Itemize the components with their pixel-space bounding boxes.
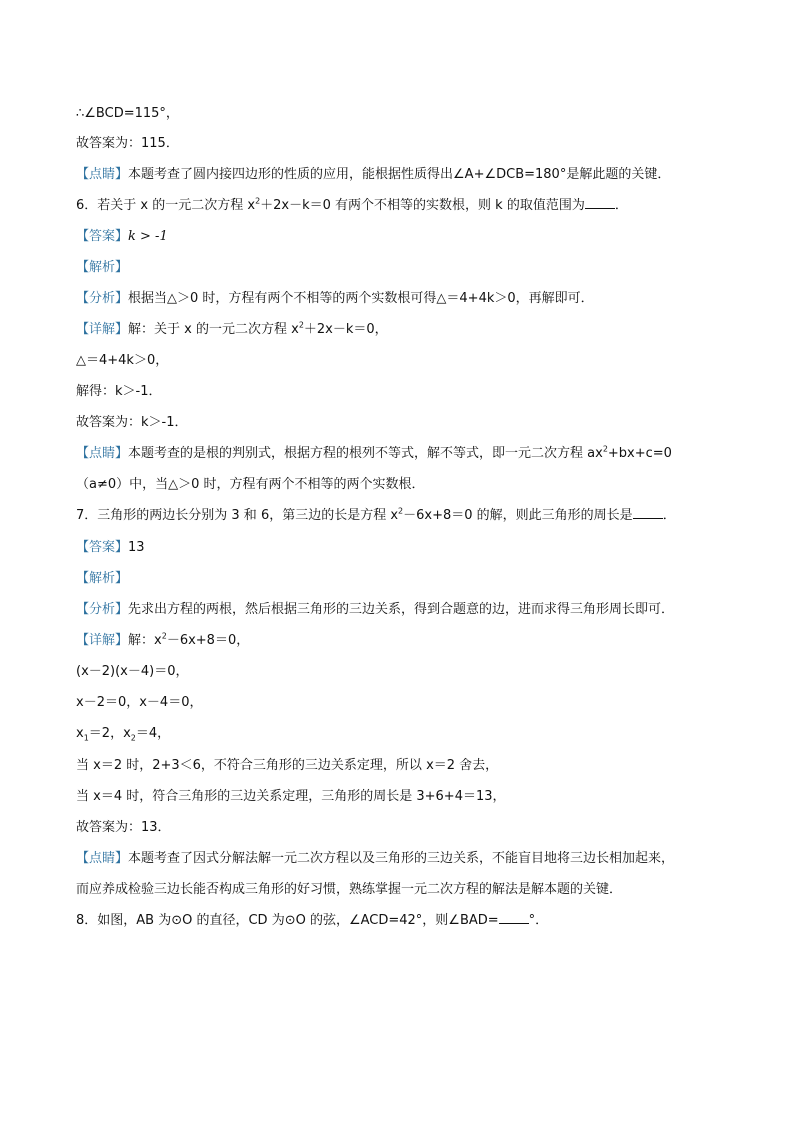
answer-tag: 【答案】 bbox=[76, 229, 129, 244]
superscript: 2 bbox=[255, 196, 261, 206]
comment-text: 本题考查了因式分解法解一元二次方程以及三角形的三边关系，不能盲目地将三边长相加起来， bbox=[128, 851, 675, 866]
comment-tag: 【点睛】 bbox=[76, 851, 129, 866]
line-text: x－2＝0，x－4＝0， bbox=[76, 695, 203, 710]
analysis-header bbox=[76, 569, 736, 589]
detail-text: 解：关于 x 的一元二次方程 x bbox=[128, 322, 299, 337]
line-text: (x－2)(x－4)＝0， bbox=[76, 664, 189, 679]
text-line bbox=[76, 693, 736, 713]
analysis-text: 根据当△＞0 时，方程有两个不相等的两个实数根可得△＝4+4k＞0，再解即可． bbox=[128, 291, 594, 306]
line-text: 故答案为：13． bbox=[76, 820, 171, 835]
question-text: 8．如图，AB 为⊙O 的直径，CD 为⊙O 的弦，∠ACD=42°，则∠BAD= bbox=[76, 913, 499, 928]
text-line bbox=[76, 475, 736, 495]
answer-blank bbox=[633, 506, 663, 519]
text-line bbox=[76, 351, 736, 371]
line-text: 故答案为：k＞-1． bbox=[76, 415, 188, 430]
line-text: （a≠0）中，当△＞0 时，方程有两个不相等的两个实数根． bbox=[76, 477, 425, 492]
line-text: ＝4， bbox=[135, 726, 171, 741]
detail-text: ＋2x－k＝0， bbox=[303, 322, 388, 337]
superscript: 2 bbox=[298, 320, 304, 330]
answer-text: k > -1 bbox=[128, 229, 168, 244]
comment-line bbox=[76, 444, 736, 464]
answer-line bbox=[76, 227, 736, 247]
analysis-line bbox=[76, 600, 736, 620]
comment-text: 本题考查的是根的判别式，根据方程的根列不等式，解不等式，即一元二次方程 ax bbox=[128, 446, 603, 461]
comment-text: 本题考查了圆内接四边形的性质的应用，能根据性质得出∠A+∠DCB=180°是解此题的关键． bbox=[128, 167, 671, 182]
comment-tag: 【点睛】 bbox=[76, 167, 129, 182]
answer-blank bbox=[499, 911, 529, 924]
text-line bbox=[76, 134, 736, 154]
subscript: 2 bbox=[130, 733, 136, 743]
detail-tag: 【详解】 bbox=[76, 633, 129, 648]
analysis-tag: 【解析】 bbox=[76, 260, 129, 275]
text-line bbox=[76, 787, 736, 807]
answer-text: 13 bbox=[128, 540, 145, 555]
answer-line bbox=[76, 538, 736, 558]
comment-line bbox=[76, 849, 736, 869]
line-text: 故答案为：115． bbox=[76, 136, 179, 151]
line-text: 当 x＝4 时，符合三角形的三边关系定理，三角形的周长是 3+6+4＝13， bbox=[76, 789, 506, 804]
line-text: △＝4+4k＞0， bbox=[76, 353, 169, 368]
line-text: 解得：k＞-1． bbox=[76, 384, 162, 399]
detail-text: 解：x bbox=[128, 633, 162, 648]
analysis-line bbox=[76, 289, 736, 309]
question-6 bbox=[76, 196, 736, 216]
superscript: 2 bbox=[602, 444, 608, 454]
superscript: 2 bbox=[398, 506, 404, 516]
text-line bbox=[76, 880, 736, 900]
question-text: ＋2x－k＝0 有两个不相等的实数根，则 k 的取值范围为 bbox=[260, 198, 585, 213]
line-text: 而应养成检验三边长能否构成三角形的好习惯，熟练掌握一元二次方程的解法是解本题的关键． bbox=[76, 882, 623, 897]
question-text: °． bbox=[528, 913, 549, 928]
question-text: 6．若关于 x 的一元二次方程 x bbox=[76, 198, 256, 213]
text-line bbox=[76, 413, 736, 433]
text-line bbox=[76, 382, 736, 402]
answer-tag: 【答案】 bbox=[76, 540, 129, 555]
text-line bbox=[76, 724, 736, 744]
question-8 bbox=[76, 911, 736, 931]
comment-line bbox=[76, 165, 736, 185]
detail-text: －6x+8＝0， bbox=[166, 633, 250, 648]
text-line bbox=[76, 818, 736, 838]
detail-line bbox=[76, 320, 736, 340]
text-line bbox=[76, 104, 736, 124]
detail-line bbox=[76, 631, 736, 651]
analysis-tag: 【解析】 bbox=[76, 571, 129, 586]
answer-blank bbox=[585, 196, 615, 209]
question-text: ． bbox=[662, 508, 676, 523]
comment-tag: 【点睛】 bbox=[76, 446, 129, 461]
question-text: －6x+8＝0 的解，则此三角形的周长是 bbox=[403, 508, 633, 523]
line-text: 当 x＝2 时，2+3＜6，不符合三角形的三边关系定理，所以 x＝2 舍去， bbox=[76, 758, 499, 773]
line-text: ＝2，x bbox=[88, 726, 131, 741]
superscript: 2 bbox=[161, 631, 167, 641]
detail-tag: 【详解】 bbox=[76, 322, 129, 337]
comment-text: +bx+c=0 bbox=[607, 446, 672, 461]
subscript: 1 bbox=[83, 733, 89, 743]
line-text: ∴∠BCD=115°， bbox=[76, 106, 179, 121]
analysis-tag: 【分析】 bbox=[76, 602, 129, 617]
analysis-text: 先求出方程的两根，然后根据三角形的三边关系，得到合题意的边，进而求得三角形周长即可． bbox=[128, 602, 675, 617]
text-line bbox=[76, 662, 736, 682]
question-7 bbox=[76, 506, 736, 526]
line-text: x bbox=[76, 726, 84, 741]
question-text: 7．三角形的两边长分别为 3 和 6，第三边的长是方程 x bbox=[76, 508, 399, 523]
analysis-tag: 【分析】 bbox=[76, 291, 129, 306]
analysis-header bbox=[76, 258, 736, 278]
question-text: ． bbox=[614, 198, 628, 213]
text-line bbox=[76, 756, 736, 776]
